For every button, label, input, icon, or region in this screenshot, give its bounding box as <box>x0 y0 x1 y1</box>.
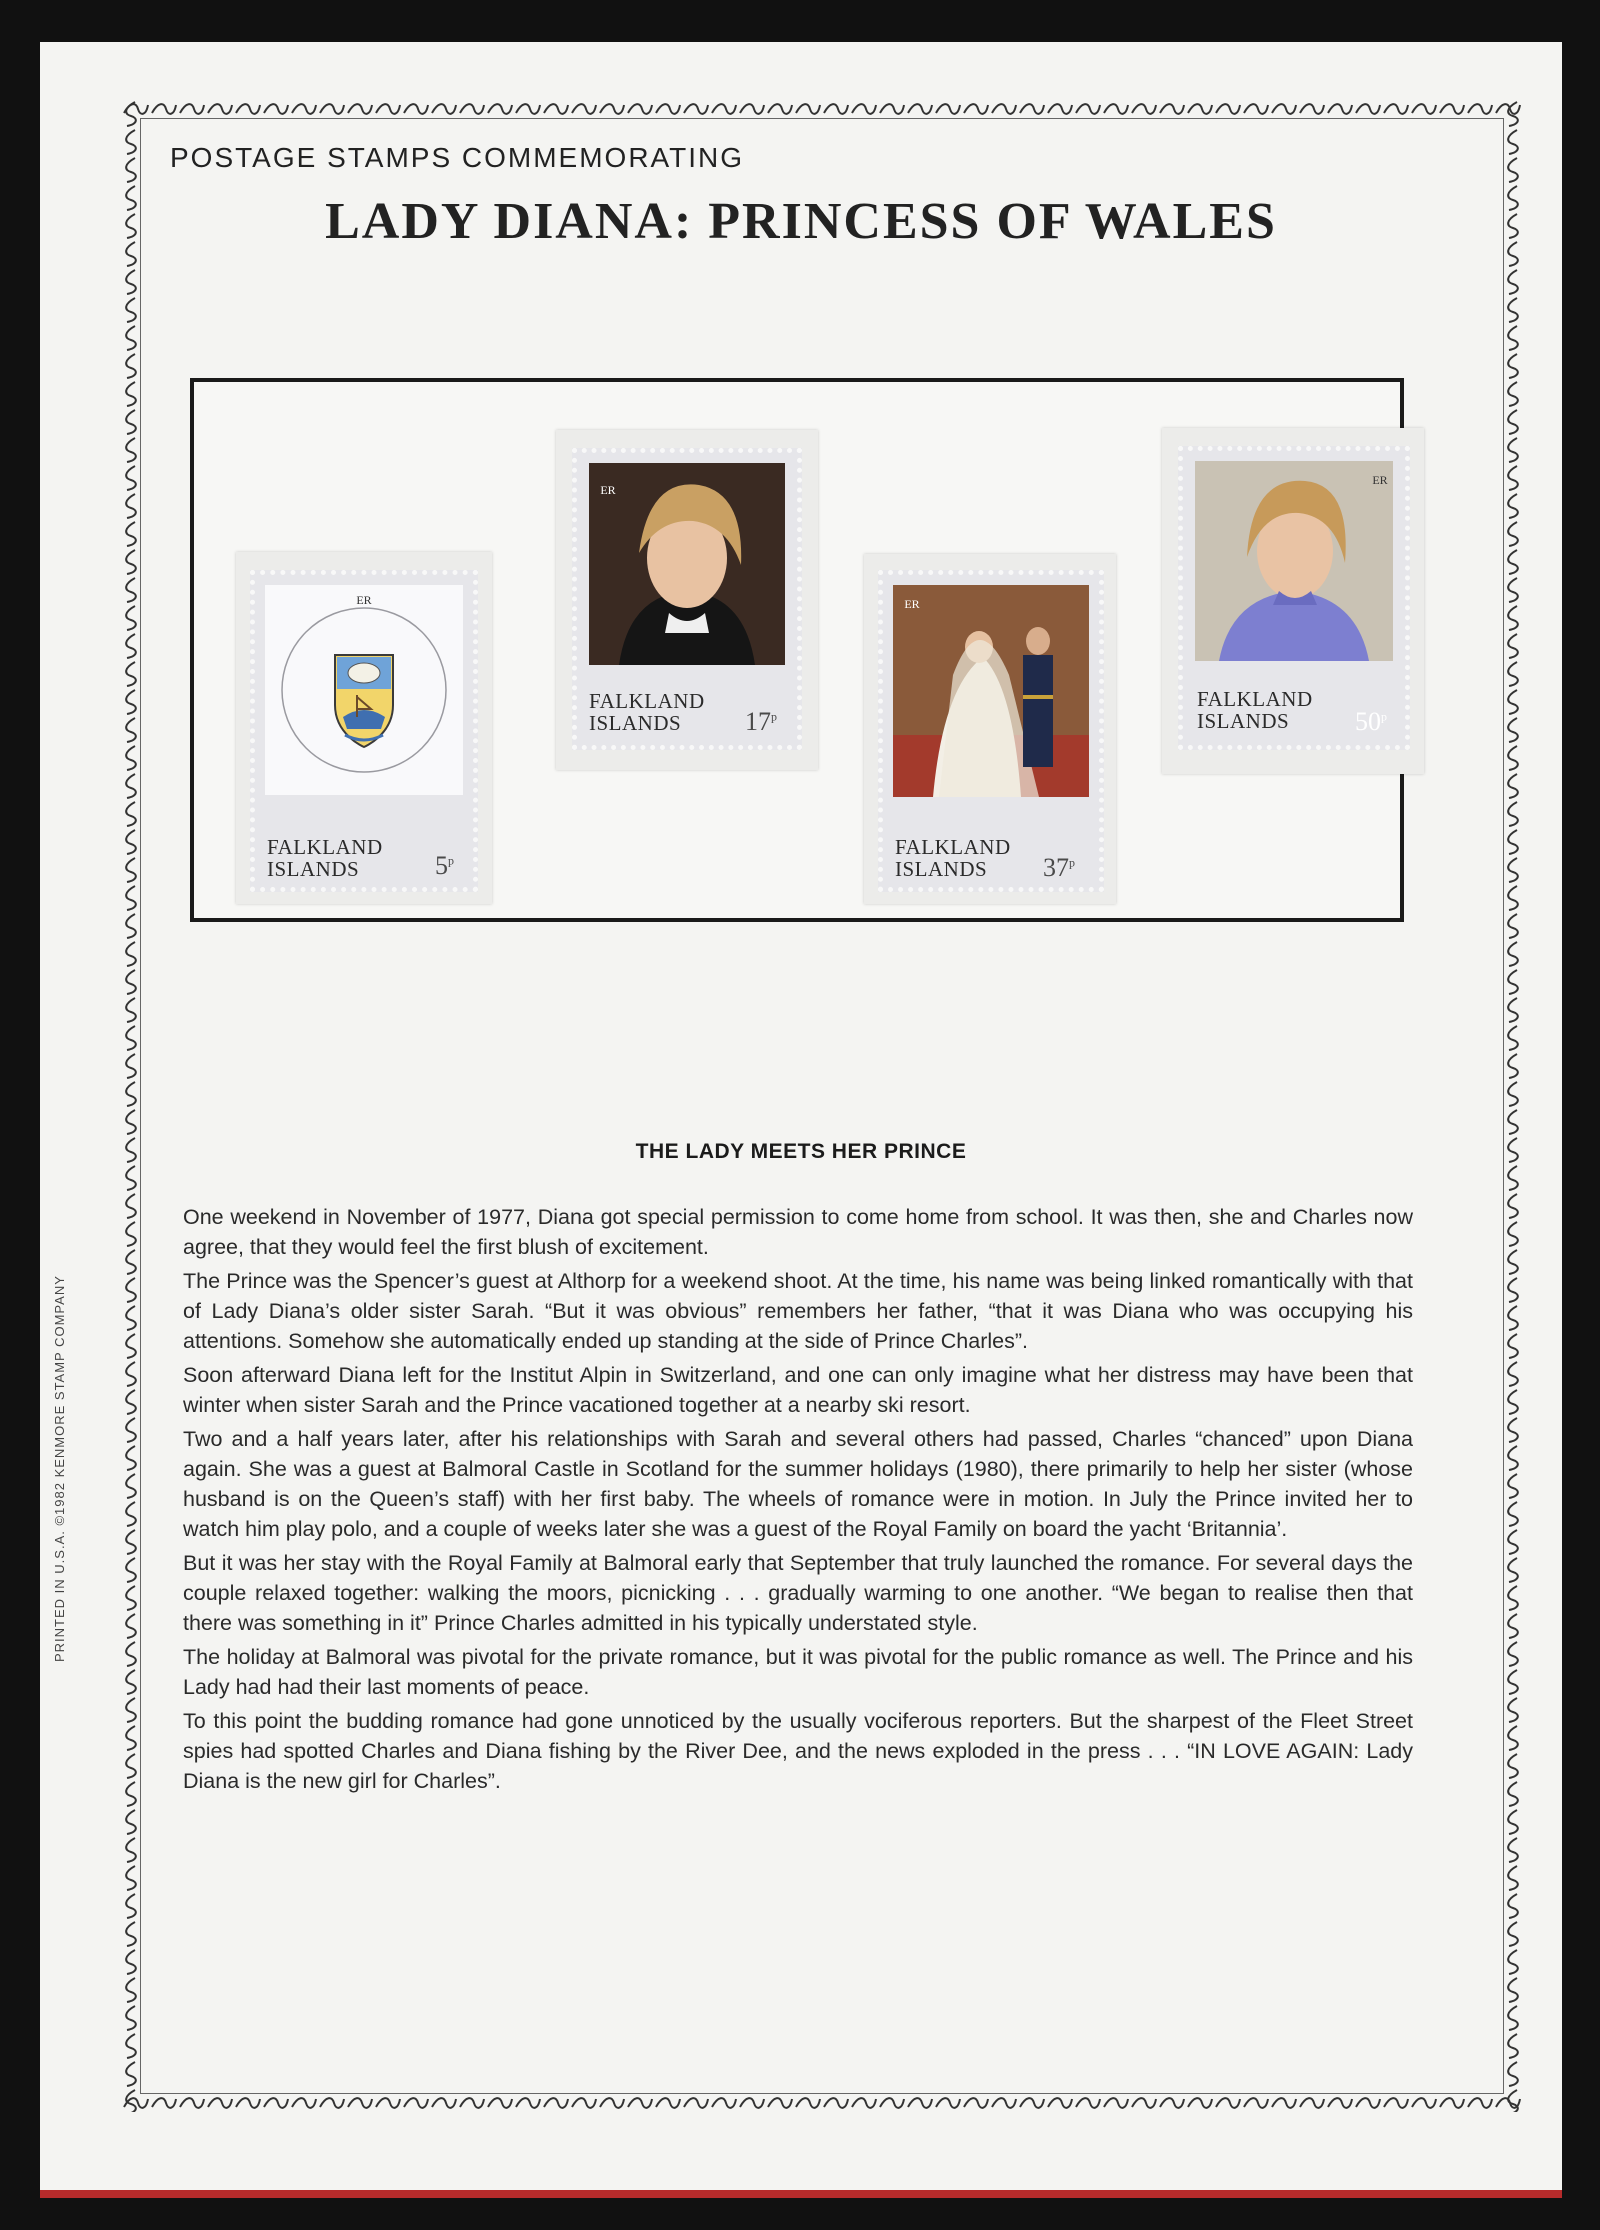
page-title: LADY DIANA: PRINCESS OF WALES <box>325 193 1277 250</box>
face-value: 17$^p$ <box>745 707 777 736</box>
chain-border-right <box>1504 100 1522 2112</box>
country-line1: FALKLAND <box>1197 687 1313 711</box>
royal-cypher: ER <box>1372 473 1388 487</box>
wedding-couple-picture <box>893 585 1089 797</box>
printer-imprint: PRINTED IN U.S.A. ©1982 KENMORE STAMP COMPANY <box>52 1275 67 1662</box>
country-line2: ISLANDS <box>895 857 988 881</box>
article-paragraph: The holiday at Balmoral was pivotal for the private romance, but it was pivotal for the public romance as well. The Prince and his Lady had had their last moments of peace. <box>183 1645 1413 1699</box>
album-edge-strip <box>40 2190 1562 2198</box>
country-line2: ISLANDS <box>1197 709 1290 733</box>
stamp-5p <box>250 570 478 892</box>
stamp-17p <box>572 448 802 750</box>
face-value: 50$^p$ <box>1355 707 1387 736</box>
country-line2: ISLANDS <box>267 857 360 881</box>
article-body <box>183 1202 1413 1800</box>
chain-border-top <box>122 100 1522 118</box>
album-page <box>40 42 1562 2190</box>
country-line2: ISLANDS <box>589 711 682 735</box>
portrait-blue-blouse <box>1195 461 1393 661</box>
face-value: 5$^p$ <box>435 851 454 880</box>
royal-cypher: ER <box>600 483 616 497</box>
stamp-50p <box>1178 446 1410 750</box>
royal-cypher: ER <box>904 597 920 611</box>
article-heading: THE LADY MEETS HER PRINCE <box>635 1140 967 1163</box>
stamp-display-frame <box>190 378 1404 922</box>
country-line1: FALKLAND <box>895 835 1011 859</box>
article-paragraph: Two and a half years later, after his relationships with Sarah and several others had passed, Charles “chanced” upon Diana again. She was a guest at Balmoral Castle in Scotland for the summer holidays (1980), there primarily to help her sister (whose husband is on the Queen’s staff) with her first baby. The wheels of romance were in motion. In July the Prince invited her to watch him play polo, and a couple of weeks later she was a guest of the Royal Family on board the yacht ‘Britannia’. <box>183 1427 1413 1541</box>
stamp-37p <box>878 570 1104 892</box>
article-paragraph: Soon afterward Diana left for the Institut Alpin in Switzerland, and one can only imagine what her distress may have been that winter when sister Sarah and the Prince vacationed together at a nearby ski resort. <box>183 1363 1413 1417</box>
page-subtitle: POSTAGE STAMPS COMMEMORATING <box>170 142 745 173</box>
country-line1: FALKLAND <box>589 689 705 713</box>
chain-border-bottom <box>122 2094 1522 2112</box>
face-value: 37$^p$ <box>1043 853 1075 882</box>
arms-roundel <box>265 585 463 795</box>
stamp-mount-17p <box>556 430 818 770</box>
article-paragraph: The Prince was the Spencer’s guest at Althorp for a weekend shoot. At the time, his name was being linked romantically with that of Lady Diana’s older sister Sarah. “But it was obvious” remembers her father, “that it was Diana who was occupying his attentions. Somehow she automatically ended up standing at the side of Prince Charles”. <box>183 1269 1413 1353</box>
stamp-mount-37p <box>864 554 1116 904</box>
stamp-mount-50p <box>1162 428 1424 774</box>
stamp-mount-5p <box>236 552 492 904</box>
article-paragraph: To this point the budding romance had gone unnoticed by the usually vociferous reporters. But the sharpest of the Fleet Street spies had spotted Charles and Diana fishing by the River Dee, and the news exploded in the press . . . “IN LOVE AGAIN: Lady Diana is the new girl for Charles”. <box>183 1709 1413 1793</box>
royal-cypher: ER <box>356 593 372 607</box>
chain-border-left <box>122 100 140 2112</box>
article-paragraph: One weekend in November of 1977, Diana got special permission to come home from school. It was then, she and Charles now agree, that they would feel the first blush of excitement. <box>183 1205 1413 1259</box>
article-paragraph: But it was her stay with the Royal Family at Balmoral early that September that truly launched the romance. For several days the couple relaxed together: walking the moors, picnicking . . . gradually warming to one another. “We began to realise then that there was something in it” Prince Charles admitted in his typically understated style. <box>183 1551 1413 1635</box>
country-line1: FALKLAND <box>267 835 383 859</box>
